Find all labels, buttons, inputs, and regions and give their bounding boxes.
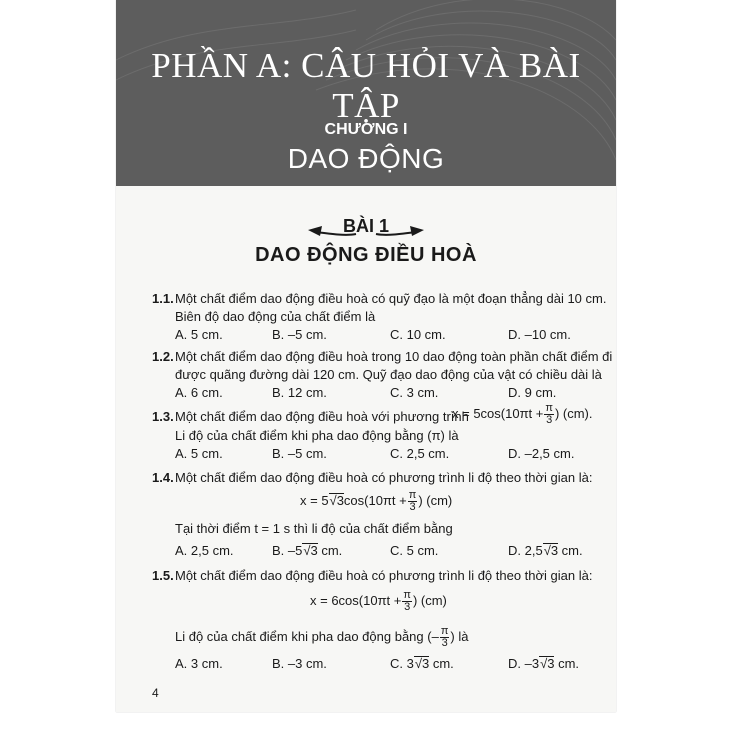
option-a: A. 6 cm. [175, 385, 223, 400]
option-text: cm. [429, 656, 454, 671]
option-text: cm. [554, 656, 580, 671]
option-a: A. 3 cm. [175, 656, 223, 671]
equation-text: ) (cm) [418, 492, 453, 508]
fraction-denominator: 3 [404, 601, 411, 613]
option-a: A. 5 cm. [175, 327, 223, 342]
option-b [272, 543, 342, 558]
equation-text: ) (cm). [554, 405, 593, 421]
sqrt-value: 3 [547, 656, 555, 671]
question-text [175, 626, 469, 649]
question-text-part: ) [450, 628, 455, 644]
sqrt-value: 3 [421, 656, 430, 671]
option-d: D. –2,5 cm. [508, 446, 575, 461]
fraction-numerator: π [408, 489, 417, 501]
equation [452, 403, 593, 426]
option-a: A. 2,5 cm. [175, 543, 234, 558]
lesson-label: BÀI 1 [342, 216, 389, 236]
fraction-denominator: 3 [409, 501, 416, 513]
option-b: B. –5 cm. [272, 327, 327, 342]
option-c: C. 3 cm. [390, 385, 439, 400]
sqrt-symbol: √3 [414, 656, 430, 671]
question-text: Một chất điểm dao động điều hoà có phương trình li độ theo thời gian là: [175, 470, 593, 485]
question-text: Một chất điểm dao động điều hoà trong 10 dao động toàn phần chất điểm đi [175, 349, 613, 364]
option-b: B. –5 cm. [272, 446, 327, 461]
equation-text: x = 5cos(10πt + [452, 405, 544, 421]
sqrt-symbol: √3 [329, 492, 344, 508]
question-text: Biên độ dao động của chất điểm là [175, 309, 376, 324]
sqrt-symbol: √3 [543, 543, 559, 558]
equation [310, 590, 447, 613]
option-b: B. –3 cm. [272, 656, 327, 671]
book-page [116, 0, 616, 712]
option-text: cm. [558, 543, 583, 558]
fraction [440, 626, 450, 649]
question-number: 1.3. [152, 409, 174, 424]
question-text-part: Li độ của chất điểm khi pha dao động bằng [175, 628, 424, 644]
question-text: Tại thời điểm t = 1 s thì li độ của chất điểm bằng [175, 521, 453, 536]
option-c: C. 10 cm. [390, 327, 446, 342]
page-number: 4 [152, 686, 159, 700]
option-text: C. 3 [390, 656, 414, 671]
sqrt-symbol: √3 [303, 543, 318, 558]
equation-text: cos(10πt + [343, 492, 407, 508]
question-text: được quãng đường dài 120 cm. Quỹ đạo dao động của vật có chiều dài là [175, 367, 602, 382]
chapter-title: DAO ĐỘNG [287, 143, 445, 174]
chapter-header-band [116, 0, 616, 186]
option-text: D. –3 [508, 656, 540, 671]
question-text-part: là [458, 628, 469, 644]
question-text: Một chất điểm dao động điều hoà với phương trình [175, 409, 469, 424]
question-number: 1.5. [152, 568, 174, 583]
option-d [508, 656, 579, 671]
question-number: 1.1. [152, 291, 174, 306]
fraction-numerator: π [403, 589, 411, 601]
equation [300, 490, 452, 513]
option-a: A. 5 cm. [175, 446, 223, 461]
option-d: D. 9 cm. [508, 385, 557, 400]
fraction [544, 403, 554, 426]
equation-text: x = 5 [300, 492, 329, 508]
option-c: C. 2,5 cm. [390, 446, 450, 461]
question-text: Một chất điểm dao động điều hoà có phương trình li độ theo thời gian là: [175, 568, 593, 583]
question-number: 1.2. [152, 349, 174, 364]
option-d: D. –10 cm. [508, 327, 571, 342]
sqrt-symbol: √3 [540, 656, 555, 671]
part-title: PHẦN A: CÂU HỎI VÀ BÀI TẬP [151, 46, 581, 125]
option-d [508, 543, 583, 558]
fraction-numerator: π [545, 402, 553, 414]
fraction-denominator: 3 [546, 414, 553, 426]
option-text: D. 2,5 [508, 543, 543, 558]
question-text-part: (– [427, 628, 439, 644]
lesson-title: DAO ĐỘNG ĐIỀU HOÀ [255, 244, 477, 266]
option-c: C. 5 cm. [390, 543, 439, 558]
equation-text: x = 6cos(10πt + [310, 592, 402, 608]
equation-text: ) (cm) [412, 592, 447, 608]
sqrt-value: 3 [550, 543, 559, 558]
sqrt-value: 3 [310, 543, 318, 558]
question-text: Một chất điểm dao động điều hoà có quỹ đạo là một đoạn thẳng dài 10 cm. [175, 291, 607, 306]
chapter-label: CHƯƠNG I [324, 121, 408, 138]
fraction [408, 490, 418, 513]
option-c [390, 656, 454, 671]
sqrt-value: 3 [336, 492, 344, 508]
question-number: 1.4. [152, 470, 174, 485]
option-b: B. 12 cm. [272, 385, 327, 400]
fraction-denominator: 3 [441, 637, 448, 649]
option-text: cm. [317, 543, 343, 558]
question-text: Li độ của chất điểm khi pha dao động bằng (π) là [175, 428, 459, 443]
fraction [402, 590, 412, 613]
option-text: B. –5 [272, 543, 303, 558]
fraction-numerator: π [440, 625, 449, 637]
